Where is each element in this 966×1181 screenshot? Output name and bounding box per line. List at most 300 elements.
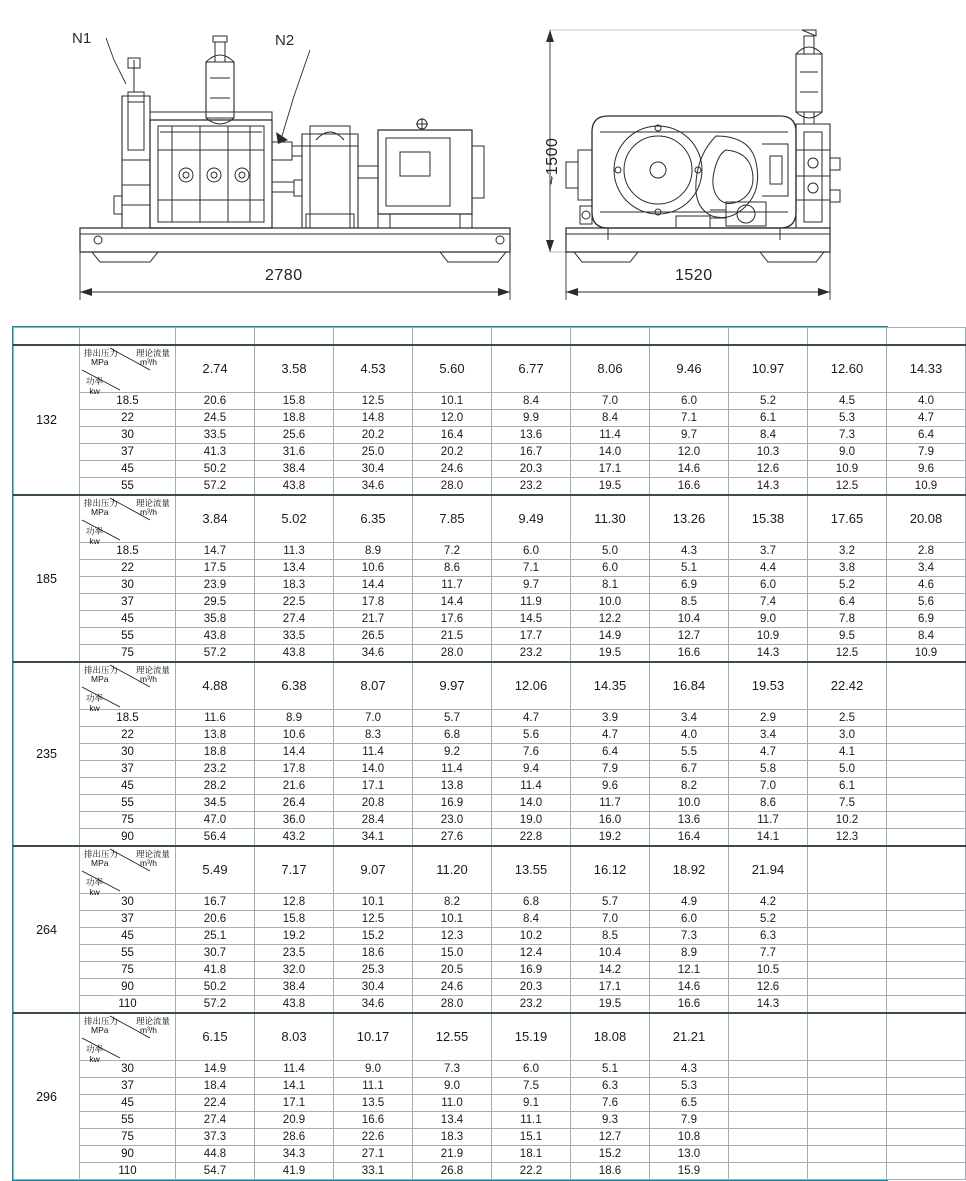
pressure-cell bbox=[887, 778, 966, 795]
pressure-cell: 4.9 bbox=[650, 894, 729, 911]
pressure-cell: 12.2 bbox=[571, 611, 650, 628]
theoretical-flow-cell: 20.08 bbox=[887, 495, 966, 543]
pressure-cell: 12.5 bbox=[808, 645, 887, 663]
theoretical-flow-cell: 21.21 bbox=[650, 1013, 729, 1061]
pressure-cell: 15.0 bbox=[413, 945, 492, 962]
pressure-cell: 18.8 bbox=[255, 410, 334, 427]
legend-cell bbox=[80, 662, 176, 713]
pressure-cell: 5.3 bbox=[650, 1078, 729, 1095]
pressure-cell: 28.2 bbox=[176, 778, 255, 795]
pressure-cell: 13.8 bbox=[413, 778, 492, 795]
power-cell: 45 bbox=[80, 461, 176, 478]
power-cell: 55 bbox=[80, 478, 176, 496]
power-cell: 30 bbox=[80, 577, 176, 594]
pressure-cell: 10.0 bbox=[650, 795, 729, 812]
table-body bbox=[14, 345, 966, 1180]
pressure-cell: 22.4 bbox=[176, 1095, 255, 1112]
pressure-cell: 11.7 bbox=[413, 577, 492, 594]
pressure-cell: 9.0 bbox=[334, 1061, 413, 1078]
legend-discharge-pressure: 排出压力 bbox=[84, 348, 119, 358]
pressure-cell: 35.8 bbox=[176, 611, 255, 628]
pressure-cell: 7.4 bbox=[729, 594, 808, 611]
pressure-cell: 19.0 bbox=[492, 812, 571, 829]
pressure-cell: 12.1 bbox=[650, 962, 729, 979]
pressure-cell: 8.2 bbox=[650, 778, 729, 795]
header-diameter-65: 65 bbox=[650, 328, 729, 346]
header-diameter-50: 50 bbox=[413, 328, 492, 346]
pressure-cell: 7.2 bbox=[413, 543, 492, 560]
power-cell: 30 bbox=[80, 427, 176, 444]
legend-m3h: m³/h bbox=[140, 674, 157, 684]
pressure-cell: 38.4 bbox=[255, 461, 334, 478]
pressure-cell: 4.4 bbox=[729, 560, 808, 577]
legend-kw: 功率 kw bbox=[86, 526, 104, 546]
pressure-cell bbox=[729, 1146, 808, 1163]
legend-theoretical-flow: 理论流量 bbox=[135, 498, 170, 508]
pressure-cell: 34.6 bbox=[334, 478, 413, 496]
pressure-cell: 22.5 bbox=[255, 594, 334, 611]
power-cell: 45 bbox=[80, 928, 176, 945]
pressure-cell bbox=[729, 1112, 808, 1129]
pressure-cell: 13.6 bbox=[650, 812, 729, 829]
header-diameter-80: 80 bbox=[887, 328, 966, 346]
pressure-cell: 14.6 bbox=[650, 979, 729, 996]
pressure-cell: 18.6 bbox=[571, 1163, 650, 1180]
pressure-cell: 4.0 bbox=[650, 727, 729, 744]
pressure-cell: 11.4 bbox=[413, 761, 492, 778]
pressure-cell: 15.8 bbox=[255, 393, 334, 410]
pressure-cell bbox=[887, 1129, 966, 1146]
theoretical-flow-cell: 3.58 bbox=[255, 345, 334, 393]
power-cell: 90 bbox=[80, 1146, 176, 1163]
legend-cell bbox=[80, 345, 176, 396]
pressure-cell: 7.5 bbox=[808, 795, 887, 812]
table-row bbox=[14, 495, 966, 543]
table-row bbox=[14, 444, 966, 461]
pressure-cell bbox=[808, 1163, 887, 1180]
table-row bbox=[14, 1078, 966, 1095]
table-row bbox=[14, 795, 966, 812]
pressure-cell: 5.2 bbox=[808, 577, 887, 594]
pressure-cell: 28.0 bbox=[413, 645, 492, 663]
power-cell: 37 bbox=[80, 444, 176, 461]
power-cell: 37 bbox=[80, 594, 176, 611]
pressure-cell: 28.6 bbox=[255, 1129, 334, 1146]
table-row bbox=[14, 894, 966, 911]
pressure-cell: 7.3 bbox=[413, 1061, 492, 1078]
pressure-cell: 16.6 bbox=[334, 1112, 413, 1129]
table-row bbox=[14, 996, 966, 1014]
pressure-cell: 5.8 bbox=[729, 761, 808, 778]
pressure-cell bbox=[808, 979, 887, 996]
pressure-cell: 19.5 bbox=[571, 645, 650, 663]
theoretical-flow-cell: 12.55 bbox=[413, 1013, 492, 1061]
pressure-cell: 22.8 bbox=[492, 829, 571, 847]
pressure-cell: 43.8 bbox=[255, 645, 334, 663]
pressure-cell: 6.1 bbox=[729, 410, 808, 427]
pressure-cell: 54.7 bbox=[176, 1163, 255, 1180]
pressure-cell: 12.4 bbox=[492, 945, 571, 962]
pressure-cell: 14.0 bbox=[334, 761, 413, 778]
callout-n2: N2 bbox=[275, 32, 295, 49]
pressure-cell: 14.1 bbox=[255, 1078, 334, 1095]
pressure-cell: 6.0 bbox=[650, 393, 729, 410]
theoretical-flow-cell: 15.38 bbox=[729, 495, 808, 543]
power-cell: 45 bbox=[80, 1095, 176, 1112]
pressure-cell: 27.4 bbox=[176, 1112, 255, 1129]
pressure-cell: 15.2 bbox=[571, 1146, 650, 1163]
pressure-cell: 14.6 bbox=[650, 461, 729, 478]
pressure-cell: 23.9 bbox=[176, 577, 255, 594]
table-row bbox=[14, 744, 966, 761]
pressure-cell: 14.2 bbox=[571, 962, 650, 979]
theoretical-flow-cell bbox=[808, 846, 887, 894]
table-row bbox=[14, 911, 966, 928]
pressure-cell: 25.3 bbox=[334, 962, 413, 979]
table-row bbox=[14, 928, 966, 945]
pressure-cell bbox=[729, 1078, 808, 1095]
power-cell: 75 bbox=[80, 1129, 176, 1146]
pressure-cell: 20.8 bbox=[334, 795, 413, 812]
legend-theoretical-flow: 理论流量 bbox=[135, 665, 170, 675]
pressure-cell bbox=[729, 1095, 808, 1112]
theoretical-flow-cell: 16.84 bbox=[650, 662, 729, 710]
pressure-cell bbox=[887, 911, 966, 928]
pressure-cell: 12.7 bbox=[571, 1129, 650, 1146]
specification-table-wrapper bbox=[12, 326, 943, 1181]
pressure-cell: 14.0 bbox=[571, 444, 650, 461]
pressure-cell: 12.5 bbox=[334, 393, 413, 410]
pressure-cell: 3.4 bbox=[887, 560, 966, 577]
pressure-cell bbox=[887, 1078, 966, 1095]
pressure-cell: 2.9 bbox=[729, 710, 808, 727]
table-header bbox=[14, 328, 966, 346]
theoretical-flow-cell: 6.77 bbox=[492, 345, 571, 393]
pressure-cell: 7.1 bbox=[492, 560, 571, 577]
pressure-cell bbox=[887, 710, 966, 727]
pressure-cell bbox=[887, 962, 966, 979]
table-row bbox=[14, 478, 966, 496]
power-cell: 110 bbox=[80, 996, 176, 1014]
pressure-cell: 9.7 bbox=[650, 427, 729, 444]
pressure-cell: 7.6 bbox=[571, 1095, 650, 1112]
pressure-cell: 20.5 bbox=[413, 962, 492, 979]
pressure-cell: 27.1 bbox=[334, 1146, 413, 1163]
pressure-cell bbox=[887, 1061, 966, 1078]
pressure-cell: 47.0 bbox=[176, 812, 255, 829]
front-view-drawing bbox=[10, 0, 530, 320]
theoretical-flow-cell: 8.06 bbox=[571, 345, 650, 393]
pressure-cell: 3.0 bbox=[808, 727, 887, 744]
pressure-cell: 14.1 bbox=[729, 829, 808, 847]
pressure-cell: 3.7 bbox=[729, 543, 808, 560]
pressure-cell: 24.6 bbox=[413, 461, 492, 478]
table-row bbox=[14, 1013, 966, 1061]
table-row bbox=[14, 812, 966, 829]
dimension-side-width: 1520 bbox=[675, 267, 713, 284]
pressure-cell: 9.0 bbox=[808, 444, 887, 461]
pressure-cell: 11.0 bbox=[413, 1095, 492, 1112]
pressure-cell bbox=[887, 1095, 966, 1112]
pressure-cell: 34.6 bbox=[334, 996, 413, 1014]
pressure-cell: 7.0 bbox=[571, 911, 650, 928]
pressure-cell: 10.8 bbox=[650, 1129, 729, 1146]
pressure-cell: 10.3 bbox=[729, 444, 808, 461]
pressure-cell: 7.7 bbox=[729, 945, 808, 962]
pressure-cell: 17.5 bbox=[176, 560, 255, 577]
pressure-cell: 4.7 bbox=[729, 744, 808, 761]
pressure-cell: 34.6 bbox=[334, 645, 413, 663]
pressure-cell: 4.3 bbox=[650, 543, 729, 560]
pressure-cell: 12.3 bbox=[413, 928, 492, 945]
pressure-cell: 56.4 bbox=[176, 829, 255, 847]
pressure-cell: 10.1 bbox=[413, 393, 492, 410]
pressure-cell: 12.5 bbox=[334, 911, 413, 928]
legend-theoretical-flow: 理论流量 bbox=[135, 348, 170, 358]
legend-discharge-pressure: 排出压力 bbox=[84, 498, 119, 508]
theoretical-flow-cell: 19.53 bbox=[729, 662, 808, 710]
pressure-cell: 7.1 bbox=[650, 410, 729, 427]
pressure-cell bbox=[808, 928, 887, 945]
power-cell: 30 bbox=[80, 1061, 176, 1078]
power-cell: 22 bbox=[80, 410, 176, 427]
pressure-cell bbox=[808, 894, 887, 911]
theoretical-flow-cell: 8.03 bbox=[255, 1013, 334, 1061]
table-row bbox=[14, 829, 966, 847]
pressure-cell: 13.5 bbox=[334, 1095, 413, 1112]
table-row bbox=[14, 662, 966, 710]
pressure-cell: 20.6 bbox=[176, 393, 255, 410]
pressure-cell: 12.6 bbox=[729, 461, 808, 478]
table-header-row bbox=[14, 328, 966, 346]
power-cell: 55 bbox=[80, 945, 176, 962]
legend-discharge-pressure: 排出压力 bbox=[84, 849, 119, 859]
pressure-cell: 3.4 bbox=[729, 727, 808, 744]
pressure-cell: 12.0 bbox=[650, 444, 729, 461]
pressure-cell: 14.4 bbox=[255, 744, 334, 761]
pressure-cell: 6.0 bbox=[492, 1061, 571, 1078]
pressure-cell bbox=[729, 1163, 808, 1180]
pressure-cell: 17.8 bbox=[255, 761, 334, 778]
pressure-cell: 5.0 bbox=[808, 761, 887, 778]
callout-n1: N1 bbox=[72, 30, 92, 47]
pressure-cell: 16.4 bbox=[650, 829, 729, 847]
theoretical-flow-cell: 16.12 bbox=[571, 846, 650, 894]
pressure-cell: 6.3 bbox=[729, 928, 808, 945]
pressure-cell: 14.8 bbox=[334, 410, 413, 427]
pressure-cell: 4.7 bbox=[492, 710, 571, 727]
legend-mpa: MPa bbox=[91, 1025, 109, 1035]
theoretical-flow-cell: 4.88 bbox=[176, 662, 255, 710]
theoretical-flow-cell: 2.74 bbox=[176, 345, 255, 393]
power-cell: 30 bbox=[80, 894, 176, 911]
pressure-cell: 10.9 bbox=[729, 628, 808, 645]
pressure-cell: 8.5 bbox=[650, 594, 729, 611]
pressure-cell: 12.7 bbox=[650, 628, 729, 645]
pressure-cell: 5.5 bbox=[650, 744, 729, 761]
pressure-cell: 10.4 bbox=[571, 945, 650, 962]
pressure-cell: 7.6 bbox=[492, 744, 571, 761]
pressure-cell: 41.9 bbox=[255, 1163, 334, 1180]
pressure-cell: 14.3 bbox=[729, 478, 808, 496]
header-diameter-40: 40 bbox=[255, 328, 334, 346]
pressure-cell: 43.8 bbox=[255, 478, 334, 496]
pressure-cell: 15.1 bbox=[492, 1129, 571, 1146]
theoretical-flow-cell: 15.19 bbox=[492, 1013, 571, 1061]
pressure-cell bbox=[887, 812, 966, 829]
theoretical-flow-cell: 9.07 bbox=[334, 846, 413, 894]
pressure-cell: 14.7 bbox=[176, 543, 255, 560]
pressure-cell: 23.5 bbox=[255, 945, 334, 962]
theoretical-flow-cell: 8.07 bbox=[334, 662, 413, 710]
pressure-cell: 9.1 bbox=[492, 1095, 571, 1112]
pressure-cell: 26.4 bbox=[255, 795, 334, 812]
technical-drawings bbox=[0, 0, 900, 320]
pressure-cell: 19.5 bbox=[571, 478, 650, 496]
pressure-cell: 28.4 bbox=[334, 812, 413, 829]
pressure-cell: 30.4 bbox=[334, 461, 413, 478]
theoretical-flow-cell: 7.85 bbox=[413, 495, 492, 543]
pressure-cell: 8.9 bbox=[255, 710, 334, 727]
pressure-cell: 16.9 bbox=[492, 962, 571, 979]
legend-cell bbox=[80, 495, 176, 546]
pressure-cell: 4.7 bbox=[887, 410, 966, 427]
pressure-cell: 15.8 bbox=[255, 911, 334, 928]
pressure-cell: 41.3 bbox=[176, 444, 255, 461]
pressure-cell: 13.6 bbox=[492, 427, 571, 444]
pressure-cell: 14.3 bbox=[729, 645, 808, 663]
pressure-cell: 27.4 bbox=[255, 611, 334, 628]
pressure-cell: 8.1 bbox=[571, 577, 650, 594]
legend-mpa: MPa bbox=[91, 858, 109, 868]
dimension-front-length: 2780 bbox=[265, 267, 303, 284]
theoretical-flow-cell bbox=[887, 662, 966, 710]
pressure-cell: 20.3 bbox=[492, 461, 571, 478]
pressure-cell: 9.7 bbox=[492, 577, 571, 594]
pressure-cell: 12.5 bbox=[808, 478, 887, 496]
pressure-cell: 4.0 bbox=[887, 393, 966, 410]
table-row bbox=[14, 577, 966, 594]
pressure-cell: 11.1 bbox=[492, 1112, 571, 1129]
pressure-cell: 15.9 bbox=[650, 1163, 729, 1180]
pressure-cell: 27.6 bbox=[413, 829, 492, 847]
pressure-cell bbox=[808, 1146, 887, 1163]
pressure-cell: 14.9 bbox=[571, 628, 650, 645]
pressure-cell: 4.1 bbox=[808, 744, 887, 761]
power-cell: 75 bbox=[80, 812, 176, 829]
theoretical-flow-cell: 13.55 bbox=[492, 846, 571, 894]
pressure-cell: 12.3 bbox=[808, 829, 887, 847]
pressure-cell: 6.4 bbox=[887, 427, 966, 444]
theoretical-flow-cell bbox=[887, 846, 966, 894]
pressure-cell: 4.5 bbox=[808, 393, 887, 410]
pressure-cell bbox=[808, 1112, 887, 1129]
pressure-cell: 7.9 bbox=[650, 1112, 729, 1129]
pressure-cell: 30.7 bbox=[176, 945, 255, 962]
pressure-cell: 10.9 bbox=[887, 478, 966, 496]
pressure-cell: 6.4 bbox=[571, 744, 650, 761]
pressure-cell: 18.3 bbox=[255, 577, 334, 594]
pressure-cell: 33.5 bbox=[255, 628, 334, 645]
legend-kw: 功率 kw bbox=[86, 376, 104, 396]
pressure-cell: 28.0 bbox=[413, 478, 492, 496]
pressure-cell: 14.5 bbox=[492, 611, 571, 628]
pressure-cell: 7.3 bbox=[808, 427, 887, 444]
pump-speed-cell: 296 bbox=[14, 1013, 80, 1180]
pressure-cell: 7.5 bbox=[492, 1078, 571, 1095]
pressure-cell: 6.4 bbox=[808, 594, 887, 611]
pressure-cell bbox=[808, 996, 887, 1014]
pressure-cell: 26.5 bbox=[334, 628, 413, 645]
power-cell: 55 bbox=[80, 1112, 176, 1129]
pressure-cell: 10.1 bbox=[334, 894, 413, 911]
pressure-cell: 10.2 bbox=[492, 928, 571, 945]
theoretical-flow-cell: 9.49 bbox=[492, 495, 571, 543]
pressure-cell: 18.1 bbox=[492, 1146, 571, 1163]
pressure-cell: 10.6 bbox=[334, 560, 413, 577]
table-row bbox=[14, 1112, 966, 1129]
header-diameter-35: 35 bbox=[176, 328, 255, 346]
pressure-cell: 11.7 bbox=[571, 795, 650, 812]
pressure-cell: 11.7 bbox=[729, 812, 808, 829]
pressure-cell: 11.6 bbox=[176, 710, 255, 727]
pressure-cell: 33.1 bbox=[334, 1163, 413, 1180]
pressure-cell: 8.5 bbox=[571, 928, 650, 945]
header-diameter-55: 55 bbox=[492, 328, 571, 346]
pressure-cell: 14.9 bbox=[176, 1061, 255, 1078]
pressure-cell: 3.9 bbox=[571, 710, 650, 727]
pressure-cell: 16.0 bbox=[571, 812, 650, 829]
pressure-cell: 7.3 bbox=[650, 928, 729, 945]
theoretical-flow-cell bbox=[729, 1013, 808, 1061]
pressure-cell: 18.3 bbox=[413, 1129, 492, 1146]
table-row bbox=[14, 1061, 966, 1078]
pressure-cell: 8.4 bbox=[729, 427, 808, 444]
pressure-cell: 13.4 bbox=[413, 1112, 492, 1129]
pressure-cell: 23.2 bbox=[492, 478, 571, 496]
power-cell: 18.5 bbox=[80, 543, 176, 560]
pressure-cell: 14.3 bbox=[729, 996, 808, 1014]
pressure-cell: 6.5 bbox=[650, 1095, 729, 1112]
power-cell: 55 bbox=[80, 795, 176, 812]
table-row bbox=[14, 979, 966, 996]
pump-speed-cell: 132 bbox=[14, 345, 80, 495]
theoretical-flow-cell: 10.17 bbox=[334, 1013, 413, 1061]
legend-mpa: MPa bbox=[91, 674, 109, 684]
pressure-cell: 34.3 bbox=[255, 1146, 334, 1163]
pressure-cell: 26.8 bbox=[413, 1163, 492, 1180]
pressure-cell: 6.0 bbox=[729, 577, 808, 594]
pressure-cell: 9.0 bbox=[729, 611, 808, 628]
pressure-cell: 12.8 bbox=[255, 894, 334, 911]
pressure-cell: 7.0 bbox=[729, 778, 808, 795]
pressure-cell: 13.8 bbox=[176, 727, 255, 744]
pressure-cell: 18.8 bbox=[176, 744, 255, 761]
table-row bbox=[14, 410, 966, 427]
pressure-cell: 20.2 bbox=[413, 444, 492, 461]
table-row bbox=[14, 628, 966, 645]
pressure-cell: 34.1 bbox=[334, 829, 413, 847]
power-cell: 18.5 bbox=[80, 710, 176, 727]
pressure-cell: 6.0 bbox=[492, 543, 571, 560]
power-cell: 75 bbox=[80, 962, 176, 979]
table-row bbox=[14, 945, 966, 962]
pressure-cell: 41.8 bbox=[176, 962, 255, 979]
pressure-cell: 23.2 bbox=[176, 761, 255, 778]
pressure-cell: 5.7 bbox=[413, 710, 492, 727]
pressure-cell: 5.3 bbox=[808, 410, 887, 427]
pressure-cell: 7.9 bbox=[887, 444, 966, 461]
